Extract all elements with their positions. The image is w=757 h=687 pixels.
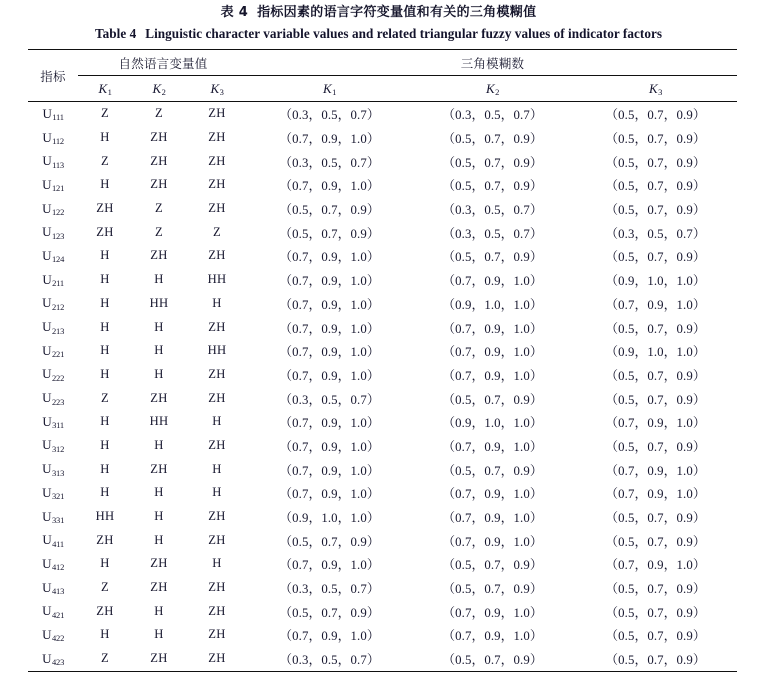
row-index-subscript: 111 bbox=[52, 112, 64, 123]
row-index-label bbox=[28, 315, 78, 339]
row-index-base: U bbox=[42, 461, 52, 477]
caption-chinese bbox=[0, 0, 757, 22]
cell-lv-k1: Z bbox=[101, 106, 109, 121]
cell-lv-k3: ZH bbox=[208, 248, 226, 263]
cell-lv-k3: ZH bbox=[208, 366, 226, 381]
table-row bbox=[28, 410, 737, 434]
row-index-subscript: 411 bbox=[52, 538, 64, 549]
cell-lv-k3: H bbox=[212, 556, 222, 571]
caption-english-text: Linguistic character variable values and related triangular fuzzy values of indicator factors bbox=[145, 26, 663, 41]
row-index-subscript: 213 bbox=[51, 325, 65, 336]
row-index-label bbox=[28, 244, 78, 268]
cell-fz-k2: （0.7，0.9，1.0） bbox=[442, 274, 543, 289]
row-index-label bbox=[28, 623, 78, 647]
cell-fz-k3: （0.5，0.7，0.9） bbox=[605, 179, 706, 194]
row-index-base: U bbox=[42, 650, 52, 666]
cell-lv-k2: ZH bbox=[150, 248, 168, 263]
row-index-label bbox=[28, 647, 78, 671]
cell-fz-k2: （0.7，0.9，1.0） bbox=[442, 368, 543, 383]
row-index-base: U bbox=[42, 105, 52, 121]
cell-lv-k2: H bbox=[154, 272, 164, 287]
row-index-base: U bbox=[42, 603, 52, 619]
row-index-base: U bbox=[42, 247, 52, 263]
row-index-base: U bbox=[42, 319, 52, 335]
row-index-subscript: 331 bbox=[51, 515, 65, 526]
cell-lv-k1: H bbox=[100, 272, 110, 287]
row-index-base: U bbox=[42, 555, 52, 571]
cell-fz-k2: （0.5，0.7，0.9） bbox=[442, 463, 543, 478]
table-row bbox=[28, 173, 737, 197]
table-row bbox=[28, 126, 737, 150]
cell-fz-k2: （0.3，0.5，0.7） bbox=[442, 226, 543, 241]
cell-fz-k1: （0.3，0.5，0.7） bbox=[279, 653, 380, 668]
cell-fz-k1: （0.7，0.9，1.0） bbox=[279, 368, 380, 383]
caption-english-number: Table 4 bbox=[94, 26, 137, 41]
cell-lv-k1: Z bbox=[101, 580, 109, 595]
cell-fz-k2: （0.5，0.7，0.9） bbox=[442, 132, 543, 147]
header-fz-k2: $K_2$ bbox=[486, 80, 500, 97]
cell-lv-k2: HH bbox=[149, 295, 169, 310]
group-header-row bbox=[28, 50, 737, 76]
cell-lv-k3: Z bbox=[213, 224, 221, 239]
cell-fz-k3: （0.9，1.0，1.0） bbox=[605, 274, 706, 289]
cell-lv-k3: ZH bbox=[208, 627, 226, 642]
cell-lv-k1: HH bbox=[95, 509, 115, 524]
row-index-base: U bbox=[42, 295, 52, 311]
row-index-base: U bbox=[42, 224, 52, 240]
cell-lv-k3: ZH bbox=[208, 177, 226, 192]
cell-fz-k1: （0.7，0.9，1.0） bbox=[279, 132, 380, 147]
row-index-label bbox=[28, 102, 78, 126]
cell-fz-k3: （0.7，0.9，1.0） bbox=[605, 416, 706, 431]
cell-lv-k1: H bbox=[100, 556, 110, 571]
indicator-fuzzy-table bbox=[28, 49, 737, 672]
row-index-subscript: 122 bbox=[51, 207, 65, 218]
row-index-label bbox=[28, 268, 78, 292]
cell-fz-k2: （0.5，0.7，0.9） bbox=[442, 250, 543, 265]
cell-fz-k1: （0.7，0.9，1.0） bbox=[279, 416, 380, 431]
header-fz-k1: $K_1$ bbox=[323, 80, 337, 97]
header-lv-k1: $K_1$ bbox=[98, 80, 112, 97]
row-index-subscript: 113 bbox=[52, 159, 64, 170]
row-index-label bbox=[28, 528, 78, 552]
cell-fz-k2: （0.5，0.7，0.9） bbox=[442, 582, 543, 597]
table-row bbox=[28, 292, 737, 316]
cell-lv-k2: H bbox=[154, 366, 164, 381]
cell-fz-k3: （0.5，0.7，0.9） bbox=[605, 534, 706, 549]
header-fz-k3: $K_3$ bbox=[649, 80, 663, 97]
row-index-base: U bbox=[42, 390, 52, 406]
row-index-label bbox=[28, 576, 78, 600]
cell-lv-k2: ZH bbox=[150, 461, 168, 476]
cell-fz-k1: （0.7，0.9，1.0） bbox=[279, 321, 380, 336]
row-index-label bbox=[28, 173, 78, 197]
cell-fz-k3: （0.5，0.7，0.9） bbox=[605, 605, 706, 620]
cell-fz-k1: （0.3，0.5，0.7） bbox=[279, 582, 380, 597]
cell-lv-k2: HH bbox=[149, 414, 169, 429]
row-index-base: U bbox=[42, 437, 52, 453]
table-row bbox=[28, 220, 737, 244]
row-index-subscript: 211 bbox=[52, 278, 64, 289]
cell-fz-k1: （0.7，0.9，1.0） bbox=[279, 297, 380, 312]
cell-lv-k3: ZH bbox=[208, 437, 226, 452]
cell-lv-k3: ZH bbox=[208, 201, 226, 216]
cell-fz-k3: （0.5，0.7，0.9） bbox=[605, 511, 706, 526]
cell-fz-k1: （0.7，0.9，1.0） bbox=[279, 629, 380, 644]
table-row bbox=[28, 268, 737, 292]
cell-lv-k1: H bbox=[100, 437, 110, 452]
cell-fz-k1: （0.5，0.7，0.9） bbox=[279, 203, 380, 218]
cell-fz-k2: （0.5，0.7，0.9） bbox=[442, 653, 543, 668]
row-index-base: U bbox=[42, 579, 52, 595]
cell-fz-k3: （0.5，0.7，0.9） bbox=[605, 392, 706, 407]
cell-lv-k3: ZH bbox=[208, 153, 226, 168]
cell-fz-k2: （0.9，1.0，1.0） bbox=[442, 297, 543, 312]
cell-lv-k1: H bbox=[100, 319, 110, 334]
cell-lv-k3: ZH bbox=[208, 532, 226, 547]
row-index-base: U bbox=[42, 626, 52, 642]
row-index-subscript: 223 bbox=[51, 396, 65, 407]
cell-lv-k3: ZH bbox=[208, 106, 226, 121]
cell-lv-k3: ZH bbox=[208, 390, 226, 405]
row-index-label bbox=[28, 386, 78, 410]
cell-lv-k3: H bbox=[212, 485, 222, 500]
cell-lv-k2: ZH bbox=[150, 390, 168, 405]
cell-lv-k3: H bbox=[212, 461, 222, 476]
cell-fz-k1: （0.3，0.5，0.7） bbox=[279, 392, 380, 407]
table-row bbox=[28, 552, 737, 576]
cell-lv-k2: ZH bbox=[150, 556, 168, 571]
table-body bbox=[28, 102, 737, 671]
cell-fz-k3: （0.5，0.7，0.9） bbox=[605, 321, 706, 336]
header-group-fuzzy: 三角模糊数 bbox=[248, 50, 737, 76]
cell-fz-k2: （0.3，0.5，0.7） bbox=[442, 108, 543, 123]
row-index-label bbox=[28, 410, 78, 434]
row-index-subscript: 121 bbox=[51, 183, 65, 194]
cell-lv-k2: H bbox=[154, 509, 164, 524]
row-index-label bbox=[28, 149, 78, 173]
row-index-label bbox=[28, 292, 78, 316]
table-row bbox=[28, 244, 737, 268]
row-index-subscript: 212 bbox=[51, 301, 65, 312]
cell-fz-k1: （0.3，0.5，0.7） bbox=[279, 155, 380, 170]
row-index-base: U bbox=[42, 532, 52, 548]
row-index-base: U bbox=[42, 176, 52, 192]
table-row bbox=[28, 647, 737, 671]
row-index-label bbox=[28, 599, 78, 623]
cell-fz-k2: （0.5，0.7，0.9） bbox=[442, 392, 543, 407]
cell-fz-k3: （0.5，0.7，0.9） bbox=[605, 155, 706, 170]
header-index: 指标 bbox=[40, 68, 66, 84]
table-row bbox=[28, 197, 737, 221]
row-index-base: U bbox=[42, 153, 52, 169]
row-index-label bbox=[28, 363, 78, 387]
cell-fz-k1: （0.7，0.9，1.0） bbox=[279, 345, 380, 360]
cell-fz-k2: （0.7，0.9，1.0） bbox=[442, 534, 543, 549]
cell-fz-k3: （0.5，0.7，0.9） bbox=[605, 108, 706, 123]
row-index-label bbox=[28, 552, 78, 576]
row-index-base: U bbox=[42, 342, 52, 358]
row-index-subscript: 321 bbox=[51, 491, 65, 502]
row-index-subscript: 112 bbox=[52, 136, 64, 147]
cell-lv-k3: ZH bbox=[208, 651, 226, 666]
cell-fz-k2: （0.9，1.0，1.0） bbox=[442, 416, 543, 431]
table-row bbox=[28, 363, 737, 387]
row-index-base: U bbox=[42, 271, 52, 287]
row-index-subscript: 124 bbox=[51, 254, 65, 265]
cell-fz-k1: （0.7，0.9，1.0） bbox=[279, 250, 380, 265]
cell-lv-k1: H bbox=[100, 414, 110, 429]
cell-lv-k2: H bbox=[154, 627, 164, 642]
cell-fz-k1: （0.3，0.5，0.7） bbox=[279, 108, 380, 123]
cell-lv-k1: Z bbox=[101, 390, 109, 405]
row-index-base: U bbox=[42, 366, 52, 382]
cell-lv-k2: H bbox=[154, 603, 164, 618]
header-lv-k3: $K_3$ bbox=[210, 80, 224, 97]
cell-lv-k1: ZH bbox=[96, 603, 114, 618]
cell-fz-k1: （0.7，0.9，1.0） bbox=[279, 463, 380, 478]
cell-fz-k1: （0.7，0.9，1.0） bbox=[279, 558, 380, 573]
row-index-subscript: 422 bbox=[51, 633, 65, 644]
cell-lv-k1: ZH bbox=[96, 532, 114, 547]
cell-lv-k2: ZH bbox=[150, 580, 168, 595]
cell-lv-k2: ZH bbox=[150, 651, 168, 666]
row-index-base: U bbox=[42, 484, 52, 500]
row-index-subscript: 413 bbox=[51, 586, 65, 597]
cell-fz-k2: （0.7，0.9，1.0） bbox=[442, 511, 543, 526]
cell-fz-k3: （0.7，0.9，1.0） bbox=[605, 463, 706, 478]
cell-fz-k2: （0.7，0.9，1.0） bbox=[442, 321, 543, 336]
table-row bbox=[28, 528, 737, 552]
cell-fz-k3: （0.5，0.7，0.9） bbox=[605, 439, 706, 454]
table-row bbox=[28, 339, 737, 363]
cell-lv-k2: Z bbox=[155, 106, 163, 121]
cell-lv-k2: ZH bbox=[150, 130, 168, 145]
cell-fz-k3: （0.9，1.0，1.0） bbox=[605, 345, 706, 360]
table-rule-bottom bbox=[28, 671, 737, 672]
cell-fz-k1: （0.5，0.7，0.9） bbox=[279, 226, 380, 241]
cell-lv-k2: H bbox=[154, 437, 164, 452]
cell-fz-k2: （0.5，0.7，0.9） bbox=[442, 558, 543, 573]
cell-fz-k1: （0.7，0.9，1.0） bbox=[279, 179, 380, 194]
caption-english bbox=[0, 22, 757, 43]
row-index-subscript: 312 bbox=[51, 443, 65, 454]
table-container bbox=[28, 49, 737, 672]
header-lv-k2: $K_2$ bbox=[152, 80, 166, 97]
row-index-base: U bbox=[42, 508, 52, 524]
cell-lv-k2: H bbox=[154, 532, 164, 547]
row-index-label bbox=[28, 126, 78, 150]
table-row bbox=[28, 457, 737, 481]
cell-lv-k1: H bbox=[100, 248, 110, 263]
cell-fz-k2: （0.7，0.9，1.0） bbox=[442, 439, 543, 454]
cell-fz-k1: （0.5，0.7，0.9） bbox=[279, 605, 380, 620]
cell-fz-k3: （0.7，0.9，1.0） bbox=[605, 297, 706, 312]
row-index-label bbox=[28, 457, 78, 481]
row-index-label bbox=[28, 220, 78, 244]
cell-fz-k1: （0.7，0.9，1.0） bbox=[279, 439, 380, 454]
row-index-label bbox=[28, 505, 78, 529]
cell-lv-k2: H bbox=[154, 319, 164, 334]
cell-lv-k1: H bbox=[100, 485, 110, 500]
row-index-label bbox=[28, 197, 78, 221]
table-row bbox=[28, 102, 737, 126]
table-row bbox=[28, 481, 737, 505]
row-index-base: U bbox=[42, 200, 52, 216]
cell-lv-k1: H bbox=[100, 627, 110, 642]
row-index-label bbox=[28, 434, 78, 458]
subheader-row bbox=[28, 76, 737, 102]
cell-lv-k3: ZH bbox=[208, 580, 226, 595]
row-index-subscript: 311 bbox=[52, 420, 64, 431]
cell-lv-k2: H bbox=[154, 343, 164, 358]
cell-lv-k1: H bbox=[100, 366, 110, 381]
cell-fz-k3: （0.5，0.7，0.9） bbox=[605, 132, 706, 147]
row-index-subscript: 123 bbox=[51, 230, 65, 241]
cell-lv-k3: ZH bbox=[208, 319, 226, 334]
row-index-subscript: 412 bbox=[51, 562, 65, 573]
row-index-subscript: 222 bbox=[51, 372, 65, 383]
cell-lv-k3: ZH bbox=[208, 130, 226, 145]
cell-lv-k1: H bbox=[100, 461, 110, 476]
cell-fz-k3: （0.5，0.7，0.9） bbox=[605, 582, 706, 597]
table-row bbox=[28, 623, 737, 647]
cell-fz-k2: （0.7，0.9，1.0） bbox=[442, 345, 543, 360]
cell-lv-k1: Z bbox=[101, 153, 109, 168]
cell-fz-k3: （0.7，0.9，1.0） bbox=[605, 558, 706, 573]
cell-fz-k1: （0.9，1.0，1.0） bbox=[279, 511, 380, 526]
cell-fz-k3: （0.5，0.7，0.9） bbox=[605, 629, 706, 644]
cell-lv-k1: ZH bbox=[96, 201, 114, 216]
header-group-linguistic: 自然语言变量值 bbox=[78, 50, 248, 76]
cell-lv-k3: HH bbox=[207, 272, 227, 287]
row-index-subscript: 421 bbox=[51, 609, 65, 620]
cell-fz-k2: （0.7，0.9，1.0） bbox=[442, 629, 543, 644]
cell-lv-k2: Z bbox=[155, 201, 163, 216]
table-row bbox=[28, 505, 737, 529]
cell-lv-k2: Z bbox=[155, 224, 163, 239]
table-row bbox=[28, 149, 737, 173]
row-index-subscript: 313 bbox=[51, 467, 65, 478]
cell-lv-k3: HH bbox=[207, 343, 227, 358]
cell-lv-k1: H bbox=[100, 343, 110, 358]
table-row bbox=[28, 576, 737, 600]
cell-lv-k3: ZH bbox=[208, 509, 226, 524]
cell-fz-k2: （0.5，0.7，0.9） bbox=[442, 155, 543, 170]
cell-fz-k3: （0.3，0.5，0.7） bbox=[605, 226, 706, 241]
cell-fz-k2: （0.7，0.9，1.0） bbox=[442, 605, 543, 620]
caption-chinese-number: 表 4 bbox=[220, 5, 249, 20]
table-row bbox=[28, 315, 737, 339]
cell-lv-k2: H bbox=[154, 485, 164, 500]
cell-fz-k3: （0.5，0.7，0.9） bbox=[605, 250, 706, 265]
cell-fz-k2: （0.5，0.7，0.9） bbox=[442, 179, 543, 194]
cell-lv-k1: Z bbox=[101, 651, 109, 666]
cell-fz-k3: （0.5，0.7，0.9） bbox=[605, 368, 706, 383]
row-index-subscript: 221 bbox=[51, 349, 65, 360]
row-index-label bbox=[28, 339, 78, 363]
cell-fz-k3: （0.7，0.9，1.0） bbox=[605, 487, 706, 502]
cell-lv-k2: ZH bbox=[150, 177, 168, 192]
cell-fz-k1: （0.7，0.9，1.0） bbox=[279, 487, 380, 502]
cell-lv-k1: H bbox=[100, 130, 110, 145]
table-row bbox=[28, 386, 737, 410]
cell-fz-k3: （0.5，0.7，0.9） bbox=[605, 653, 706, 668]
row-index-base: U bbox=[42, 129, 52, 145]
cell-lv-k3: ZH bbox=[208, 603, 226, 618]
table-row bbox=[28, 599, 737, 623]
cell-lv-k2: ZH bbox=[150, 153, 168, 168]
row-index-label bbox=[28, 481, 78, 505]
cell-lv-k3: H bbox=[212, 295, 222, 310]
caption-chinese-text: 指标因素的语言字符变量值和有关的三角模糊值 bbox=[257, 5, 537, 20]
table-row bbox=[28, 434, 737, 458]
cell-lv-k1: H bbox=[100, 177, 110, 192]
cell-fz-k1: （0.5，0.7，0.9） bbox=[279, 534, 380, 549]
row-index-base: U bbox=[42, 413, 52, 429]
row-index-subscript: 423 bbox=[51, 657, 65, 668]
cell-fz-k1: （0.7，0.9，1.0） bbox=[279, 274, 380, 289]
cell-fz-k2: （0.7，0.9，1.0） bbox=[442, 487, 543, 502]
cell-lv-k1: ZH bbox=[96, 224, 114, 239]
cell-fz-k3: （0.5，0.7，0.9） bbox=[605, 203, 706, 218]
cell-lv-k1: H bbox=[100, 295, 110, 310]
cell-fz-k2: （0.3，0.5，0.7） bbox=[442, 203, 543, 218]
cell-lv-k3: H bbox=[212, 414, 222, 429]
